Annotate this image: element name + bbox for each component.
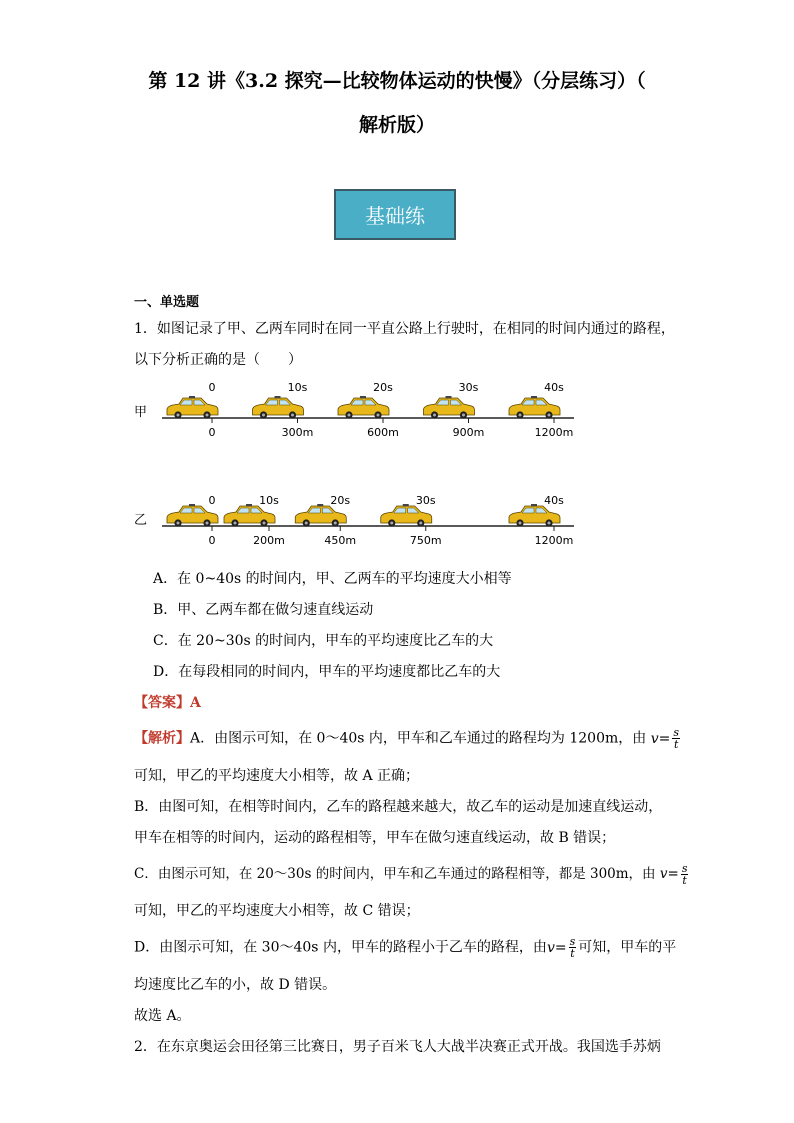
car-b-car-icon [224,504,275,527]
analysis-d-line1: D．由图示可知，在 30～40s 内，甲车的路程小于乙车的路程，由v= $\frac{s}{t}$ 可知，甲车的平 [134,935,677,960]
car-b-car-icon [509,504,560,527]
analysis-conclusion: 故选 A。 [134,1008,191,1024]
car-a-car-icon [338,396,389,419]
formula-a: v= $\frac{s}{t}$ [650,726,680,751]
analysis-label: 【解析】 [134,730,190,747]
car-a-time-label: 40s [544,381,564,394]
car-b-car-icon [167,504,218,527]
analysis-a-text: A．由图示可知，在 0～40s 内，甲车和乙车通过的路程均为 1200m，由 [190,730,647,747]
car-b-car-icon [381,504,432,527]
car-a-position-label: 300m [281,426,314,439]
cars-motion-figure [126,376,596,556]
formula-d: v= $\frac{s}{t}$ [546,935,576,960]
q1-option-d: D．在每段相同的时间内，甲车的平均速度都比乙车的大 [153,664,501,680]
car-a-position-label: 600m [367,426,399,439]
q1-stem-line1: 1．如图记录了甲、乙两车同时在同一平直公路上行驶时，在相同的时间内通过的路程， [134,321,675,337]
car-b-time-label: 20s [330,494,351,507]
answer-value: A [190,695,201,711]
analysis-a-line2: 可知，甲乙的平均速度大小相等，故 A 正确； [134,768,420,784]
car-b-position-label: 750m [409,534,442,547]
q2-stem-line1: 2．在东京奥运会田径第三比赛日，男子百米飞人大战半决赛正式开战。我国选手苏炳 [134,1039,661,1055]
car-a-car-icon [509,396,560,419]
analysis-a-line1 [134,727,682,750]
car-a-car-icon [167,396,218,419]
car-b-time-label: 0 [208,494,216,507]
q1-option-b: B．甲、乙两车都在做匀速直线运动 [153,602,374,618]
analysis-d-line2: 均速度比乙车的小，故 D 错误。 [134,977,337,993]
analysis-c-line1: C．由图示可知，在 20～30s 的时间内，甲车和乙车通过的路程相等，都是 300m，由 v= $\frac{s}{t}$ [134,862,690,886]
car-b-time-label: 30s [415,494,436,507]
section-heading: 一、单选题 [134,295,200,310]
analysis-b-line2: 甲车在相等的时间内，运动的路程相等，甲车在做匀速直线运动，故 B 错误； [134,830,616,846]
car-a-position-label: 900m [452,426,485,439]
formula-c: v= $\frac{s}{t}$ [659,862,688,887]
car-b-time-label: 10s [259,494,279,507]
car-b-time-label: 40s [544,494,564,507]
car-a-car-icon [253,396,304,419]
page-title-line2: 解析版） [358,114,435,136]
section-banner: 基础练 [334,189,456,240]
car-b-label: 乙 [134,513,148,528]
q1-option-a: A．在 0~40s 的时间内，甲、乙两车的平均速度大小相等 [153,571,512,587]
car-a-time-label: 10s [287,381,308,394]
analysis-b-line1: B．由图可知，在相等时间内，乙车的路程越来越大，故乙车的运动是加速直线运动， [134,799,663,815]
car-a-time-label: 30s [458,381,479,394]
car-b-position-label: 0 [208,534,216,547]
car-a-car-icon [424,396,475,419]
q1-option-c: C．在 20~30s 的时间内，甲车的平均速度比乙车的大 [153,633,494,649]
answer-label: 【答案】 [134,695,190,711]
car-a-position-label: 1200m [534,426,574,439]
page-title: 第 12 讲《3.2 探究—比较物体运动的快慢》（分层练习）（ [148,70,646,92]
car-a-label: 甲 [134,405,148,420]
car-a-position-label: 0 [208,426,216,439]
car-b-position-label: 1200m [534,534,574,547]
car-b-position-label: 200m [253,534,285,547]
q1-stem-line2: 以下分析正确的是（ ） [134,352,302,368]
q1-answer [134,692,201,712]
car-b-car-icon [295,504,346,527]
analysis-c-line2: 可知，甲乙的平均速度大小相等，故 C 错误； [134,903,420,919]
car-a-time-label: 20s [373,381,393,394]
car-b-position-label: 450m [324,534,357,547]
car-a-time-label: 0 [208,381,216,394]
